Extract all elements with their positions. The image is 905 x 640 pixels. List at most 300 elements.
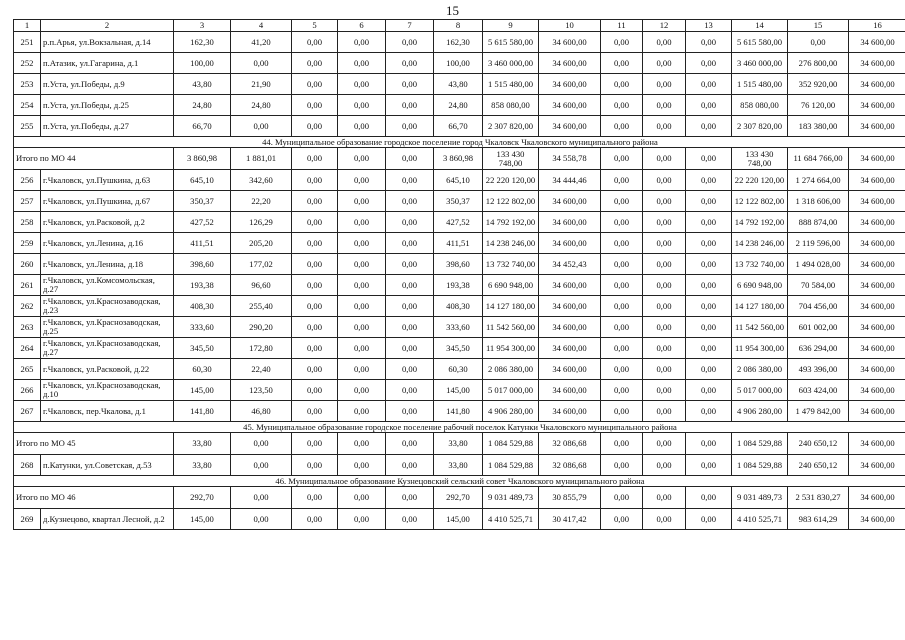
table-cell: 0,00: [643, 233, 686, 254]
table-cell: 145,00: [174, 380, 231, 401]
column-number: 13: [686, 20, 732, 32]
table-cell: 0,00: [338, 254, 386, 275]
table-cell: 0,00: [643, 191, 686, 212]
table-cell: 0,00: [686, 191, 732, 212]
address-cell: г.Чкаловск, ул.Расковой, д.2: [41, 212, 174, 233]
table-cell: 3 860,98: [174, 148, 231, 170]
table-cell: 0,00: [386, 254, 434, 275]
table-cell: 34 600,00: [539, 233, 601, 254]
table-cell: 30 417,42: [539, 509, 601, 530]
table-cell: 398,60: [434, 254, 483, 275]
table-cell: 0,00: [601, 455, 643, 476]
table-cell: 0,00: [231, 53, 292, 74]
table-cell: 2 531 830,27: [788, 487, 849, 509]
table-cell: 0,00: [292, 191, 338, 212]
table-cell: 0,00: [643, 338, 686, 359]
table-cell: 0,00: [686, 359, 732, 380]
table-cell: 9 031 489,73: [732, 487, 788, 509]
table-cell: 0,00: [292, 170, 338, 191]
table-cell: 0,00: [686, 275, 732, 296]
table-cell: 76 120,00: [788, 95, 849, 116]
address-cell: г.Чкаловск, ул.Пушкина, д.67: [41, 191, 174, 212]
column-number: 16: [849, 20, 905, 32]
table-cell: 0,00: [386, 338, 434, 359]
table-cell: 5 017 000,00: [483, 380, 539, 401]
table-cell: 34 600,00: [849, 433, 905, 455]
table-cell: 34 600,00: [539, 359, 601, 380]
table-cell: 5 615 580,00: [483, 32, 539, 53]
table-cell: 411,51: [434, 233, 483, 254]
table-cell: 4 410 525,71: [483, 509, 539, 530]
table-cell: 0,00: [292, 53, 338, 74]
page-number: 15: [446, 3, 459, 18]
table-cell: 0,00: [338, 148, 386, 170]
table-cell: 0,00: [338, 380, 386, 401]
table-row: [14, 359, 905, 380]
table-cell: 3 460 000,00: [732, 53, 788, 74]
table-cell: 3 460 000,00: [483, 53, 539, 74]
table-row: [14, 212, 905, 233]
address-cell: п.Катунки, ул.Советская, д.53: [41, 455, 174, 476]
table-cell: 32 086,68: [539, 433, 601, 455]
table-cell: 0,00: [643, 254, 686, 275]
table-cell: 345,50: [174, 338, 231, 359]
row-number: 260: [14, 254, 41, 275]
table-cell: 0,00: [686, 32, 732, 53]
column-number: 12: [643, 20, 686, 32]
column-number-row: [14, 20, 905, 32]
table-cell: 1 494 028,00: [788, 254, 849, 275]
table-cell: 14 127 180,00: [732, 296, 788, 317]
table-cell: 4 906 280,00: [483, 401, 539, 422]
table-cell: 0,00: [292, 380, 338, 401]
table-cell: 0,00: [338, 338, 386, 359]
table-cell: 0,00: [686, 53, 732, 74]
table-cell: 183 380,00: [788, 116, 849, 137]
table-cell: 0,00: [601, 116, 643, 137]
table-cell: 2 086 380,00: [732, 359, 788, 380]
table-cell: 32 086,68: [539, 455, 601, 476]
column-number: 10: [539, 20, 601, 32]
table-cell: 0,00: [686, 401, 732, 422]
address-cell: г.Чкаловск, ул.Ленина, д.16: [41, 233, 174, 254]
table-cell: 0,00: [292, 212, 338, 233]
table-cell: 0,00: [643, 170, 686, 191]
table-cell: 0,00: [386, 359, 434, 380]
row-number: 269: [14, 509, 41, 530]
table-cell: 0,00: [686, 338, 732, 359]
table-row: [14, 509, 905, 530]
table-cell: 1 084 529,88: [483, 455, 539, 476]
section-header-row: [14, 137, 905, 148]
table-cell: 172,80: [231, 338, 292, 359]
row-number: 268: [14, 455, 41, 476]
column-number: 14: [732, 20, 788, 32]
table-cell: 133 430 748,00: [732, 148, 788, 170]
table-cell: 0,00: [643, 455, 686, 476]
address-cell: г.Чкаловск, ул.Расковой, д.22: [41, 359, 174, 380]
table-cell: 14 127 180,00: [483, 296, 539, 317]
table-cell: 0,00: [643, 317, 686, 338]
table-cell: 0,00: [338, 233, 386, 254]
table-cell: 0,00: [686, 433, 732, 455]
table-cell: 0,00: [601, 433, 643, 455]
table-cell: 0,00: [601, 275, 643, 296]
row-number: 261: [14, 275, 41, 296]
table-cell: 333,60: [434, 317, 483, 338]
table-cell: 0,00: [386, 116, 434, 137]
table-cell: 0,00: [643, 509, 686, 530]
section-header-row: [14, 422, 905, 433]
table-cell: 34 600,00: [539, 53, 601, 74]
address-cell: г.Чкаловск, ул.Комсомольская, д.27: [41, 275, 174, 296]
table-cell: 0,00: [386, 148, 434, 170]
table-cell: 0,00: [601, 317, 643, 338]
table-cell: 1 881,01: [231, 148, 292, 170]
table-cell: 162,30: [434, 32, 483, 53]
table-cell: 0,00: [386, 317, 434, 338]
table-cell: 0,00: [292, 359, 338, 380]
table-cell: 0,00: [601, 487, 643, 509]
table-cell: 205,20: [231, 233, 292, 254]
address-cell: г.Чкаловск, пер.Чкалова, д.1: [41, 401, 174, 422]
table-cell: 33,80: [174, 433, 231, 455]
table-cell: 0,00: [686, 296, 732, 317]
table-cell: 398,60: [174, 254, 231, 275]
address-cell: г.Чкаловск, ул.Ленина, д.18: [41, 254, 174, 275]
column-number: 7: [386, 20, 434, 32]
table-cell: 41,20: [231, 32, 292, 53]
table-cell: 0,00: [338, 212, 386, 233]
table-cell: 0,00: [643, 53, 686, 74]
table-cell: 177,02: [231, 254, 292, 275]
table-cell: 60,30: [434, 359, 483, 380]
table-cell: 0,00: [338, 433, 386, 455]
table-cell: 34 452,43: [539, 254, 601, 275]
row-number: 252: [14, 53, 41, 74]
table-cell: 0,00: [686, 380, 732, 401]
table-cell: 0,00: [338, 359, 386, 380]
column-number: 1: [14, 20, 41, 32]
table-cell: 0,00: [338, 95, 386, 116]
table-cell: 14 792 192,00: [483, 212, 539, 233]
table-cell: 34 600,00: [849, 212, 905, 233]
table-cell: 34 600,00: [849, 95, 905, 116]
table-cell: 1 515 480,00: [732, 74, 788, 95]
table-cell: 645,10: [434, 170, 483, 191]
table-cell: 292,70: [174, 487, 231, 509]
table-cell: 22 220 120,00: [732, 170, 788, 191]
table-cell: 0,00: [386, 509, 434, 530]
table-cell: 34 600,00: [539, 116, 601, 137]
table-cell: 34 600,00: [849, 53, 905, 74]
table-cell: 0,00: [686, 74, 732, 95]
table-row: [14, 170, 905, 191]
table-cell: 46,80: [231, 401, 292, 422]
table-cell: 0,00: [643, 275, 686, 296]
table-cell: 0,00: [292, 433, 338, 455]
section-title: 45. Муниципальное образование городское поселение рабочий поселок Катунки Чкаловского муниципального района: [14, 422, 905, 433]
column-number: 15: [788, 20, 849, 32]
table-cell: 11 542 560,00: [732, 317, 788, 338]
total-row: [14, 487, 905, 509]
table-cell: 0,00: [292, 317, 338, 338]
table-cell: 0,00: [601, 95, 643, 116]
table-cell: 43,80: [174, 74, 231, 95]
table-cell: 0,00: [292, 95, 338, 116]
column-number: 6: [338, 20, 386, 32]
table-cell: 0,00: [601, 296, 643, 317]
table-cell: 34 600,00: [539, 74, 601, 95]
table-cell: 276 800,00: [788, 53, 849, 74]
table-cell: 22 220 120,00: [483, 170, 539, 191]
table-cell: 0,00: [643, 32, 686, 53]
table-cell: 22,40: [231, 359, 292, 380]
table-cell: 34 600,00: [539, 401, 601, 422]
table-cell: 1 084 529,88: [732, 433, 788, 455]
table-cell: 0,00: [386, 296, 434, 317]
table-cell: 123,50: [231, 380, 292, 401]
table-cell: 0,00: [686, 148, 732, 170]
table-cell: 34 600,00: [539, 32, 601, 53]
table-cell: 858 080,00: [732, 95, 788, 116]
table-cell: 0,00: [386, 275, 434, 296]
table-cell: 0,00: [601, 380, 643, 401]
table-cell: 493 396,00: [788, 359, 849, 380]
table-cell: 0,00: [231, 433, 292, 455]
table-cell: 0,00: [386, 212, 434, 233]
table-cell: 66,70: [434, 116, 483, 137]
table-row: [14, 296, 905, 317]
table-cell: 0,00: [601, 53, 643, 74]
table-cell: 0,00: [601, 170, 643, 191]
table-cell: 2 086 380,00: [483, 359, 539, 380]
column-number: 5: [292, 20, 338, 32]
table-row: [14, 74, 905, 95]
table-cell: 636 294,00: [788, 338, 849, 359]
table-cell: 345,50: [434, 338, 483, 359]
table-cell: 14 238 246,00: [483, 233, 539, 254]
table-cell: 0,00: [292, 401, 338, 422]
table-cell: 34 600,00: [849, 74, 905, 95]
table-cell: 0,00: [338, 401, 386, 422]
table-row: [14, 317, 905, 338]
table-cell: 0,00: [643, 148, 686, 170]
table-cell: 0,00: [386, 95, 434, 116]
table-cell: 6 690 948,00: [732, 275, 788, 296]
table-cell: 33,80: [434, 455, 483, 476]
table-cell: 601 002,00: [788, 317, 849, 338]
table-cell: 0,00: [601, 32, 643, 53]
table-cell: 126,29: [231, 212, 292, 233]
table-cell: 0,00: [386, 74, 434, 95]
row-number: 257: [14, 191, 41, 212]
column-number: 4: [231, 20, 292, 32]
table-cell: 100,00: [434, 53, 483, 74]
column-number: 8: [434, 20, 483, 32]
table-cell: 12 122 802,00: [732, 191, 788, 212]
table-cell: 0,00: [292, 296, 338, 317]
table-cell: 0,00: [338, 32, 386, 53]
table-cell: 5 615 580,00: [732, 32, 788, 53]
table-cell: 6 690 948,00: [483, 275, 539, 296]
table-cell: 0,00: [686, 95, 732, 116]
table-cell: 0,00: [292, 254, 338, 275]
table-cell: 34 600,00: [849, 275, 905, 296]
table-cell: 34 600,00: [849, 254, 905, 275]
table-cell: 34 600,00: [849, 116, 905, 137]
table-cell: 24,80: [231, 95, 292, 116]
table-cell: 0,00: [686, 509, 732, 530]
table-cell: 30 855,79: [539, 487, 601, 509]
table-cell: 0,00: [386, 170, 434, 191]
table-cell: 0,00: [643, 380, 686, 401]
table-cell: 0,00: [386, 32, 434, 53]
table-cell: 1 274 664,00: [788, 170, 849, 191]
table-cell: 133 430 748,00: [483, 148, 539, 170]
table-cell: 21,90: [231, 74, 292, 95]
table-cell: 34 600,00: [849, 191, 905, 212]
table-cell: 0,00: [601, 148, 643, 170]
table-cell: 2 119 596,00: [788, 233, 849, 254]
table-cell: 5 017 000,00: [732, 380, 788, 401]
table-row: [14, 233, 905, 254]
table-cell: 0,00: [601, 74, 643, 95]
table-cell: 33,80: [174, 455, 231, 476]
table-cell: 888 874,00: [788, 212, 849, 233]
table-cell: 342,60: [231, 170, 292, 191]
table-cell: 0,00: [686, 317, 732, 338]
table-cell: 1 515 480,00: [483, 74, 539, 95]
table-cell: 0,00: [338, 487, 386, 509]
table-cell: 0,00: [601, 212, 643, 233]
table-cell: 0,00: [386, 233, 434, 254]
table-row: [14, 95, 905, 116]
column-number: 3: [174, 20, 231, 32]
row-number: 253: [14, 74, 41, 95]
table-row: [14, 32, 905, 53]
table-cell: 350,37: [174, 191, 231, 212]
table-cell: 0,00: [338, 275, 386, 296]
address-cell: г.Чкаловск, ул.Краснозаводская, д.27: [41, 338, 174, 359]
table-cell: 3 860,98: [434, 148, 483, 170]
table-cell: 34 600,00: [849, 487, 905, 509]
table-cell: 34 558,78: [539, 148, 601, 170]
table-cell: 1 318 606,00: [788, 191, 849, 212]
table-cell: 0,00: [601, 254, 643, 275]
table-cell: 60,30: [174, 359, 231, 380]
table-cell: 34 600,00: [849, 455, 905, 476]
total-row: [14, 148, 905, 170]
table-cell: 34 600,00: [849, 32, 905, 53]
table-row: [14, 401, 905, 422]
table-cell: 1 479 842,00: [788, 401, 849, 422]
total-row: [14, 433, 905, 455]
table-cell: 34 600,00: [539, 338, 601, 359]
table-cell: 34 600,00: [539, 275, 601, 296]
table-cell: 0,00: [643, 487, 686, 509]
table-cell: 2 307 820,00: [483, 116, 539, 137]
table-cell: 704 456,00: [788, 296, 849, 317]
table-cell: 983 614,29: [788, 509, 849, 530]
table-cell: 0,00: [686, 116, 732, 137]
table-cell: 0,00: [643, 95, 686, 116]
row-number: 254: [14, 95, 41, 116]
table-cell: 240 650,12: [788, 433, 849, 455]
table-cell: 408,30: [174, 296, 231, 317]
table-cell: 0,00: [686, 487, 732, 509]
table-cell: 9 031 489,73: [483, 487, 539, 509]
housing-data-table: [13, 19, 905, 530]
table-cell: 0,00: [292, 74, 338, 95]
row-number: 255: [14, 116, 41, 137]
table-cell: 0,00: [292, 233, 338, 254]
table-cell: 141,80: [174, 401, 231, 422]
address-cell: п.Уста, ул.Победы, д.27: [41, 116, 174, 137]
table-cell: 34 600,00: [539, 296, 601, 317]
table-cell: 14 238 246,00: [732, 233, 788, 254]
table-cell: 0,00: [386, 455, 434, 476]
table-cell: 2 307 820,00: [732, 116, 788, 137]
row-number: 258: [14, 212, 41, 233]
table-cell: 0,00: [686, 233, 732, 254]
table-cell: 4 906 280,00: [732, 401, 788, 422]
table-cell: 0,00: [643, 116, 686, 137]
table-cell: 0,00: [231, 455, 292, 476]
table-cell: 100,00: [174, 53, 231, 74]
table-cell: 411,51: [174, 233, 231, 254]
table-cell: 34 600,00: [539, 95, 601, 116]
table-cell: 0,00: [338, 455, 386, 476]
table-cell: 0,00: [338, 317, 386, 338]
table-cell: 193,38: [174, 275, 231, 296]
address-cell: г.Чкаловск, ул.Краснозаводская, д.25: [41, 317, 174, 338]
table-cell: 0,00: [386, 191, 434, 212]
section-header-row: [14, 476, 905, 487]
table-cell: 34 600,00: [849, 359, 905, 380]
table-cell: 34 600,00: [849, 296, 905, 317]
table-row: [14, 53, 905, 74]
table-cell: 70 584,00: [788, 275, 849, 296]
table-cell: 0,00: [643, 359, 686, 380]
table-cell: 0,00: [386, 433, 434, 455]
table-cell: 22,20: [231, 191, 292, 212]
table-cell: 290,20: [231, 317, 292, 338]
row-number: 267: [14, 401, 41, 422]
table-cell: 0,00: [386, 53, 434, 74]
table-cell: 0,00: [338, 116, 386, 137]
table-cell: 0,00: [231, 509, 292, 530]
row-number: 264: [14, 338, 41, 359]
table-cell: 1 084 529,88: [483, 433, 539, 455]
table-row: [14, 380, 905, 401]
table-cell: 34 600,00: [849, 233, 905, 254]
table-cell: 141,80: [434, 401, 483, 422]
row-number: 256: [14, 170, 41, 191]
table-cell: 34 600,00: [849, 509, 905, 530]
table-cell: 0,00: [386, 380, 434, 401]
total-label: Итого по МО 44: [14, 148, 174, 170]
table-cell: 66,70: [174, 116, 231, 137]
table-cell: 0,00: [788, 32, 849, 53]
table-cell: 24,80: [174, 95, 231, 116]
address-cell: г.Чкаловск, ул.Пушкина, д.63: [41, 170, 174, 191]
table-cell: 255,40: [231, 296, 292, 317]
table-cell: 0,00: [338, 509, 386, 530]
table-cell: 350,37: [434, 191, 483, 212]
table-cell: 34 600,00: [849, 317, 905, 338]
table-cell: 603 424,00: [788, 380, 849, 401]
